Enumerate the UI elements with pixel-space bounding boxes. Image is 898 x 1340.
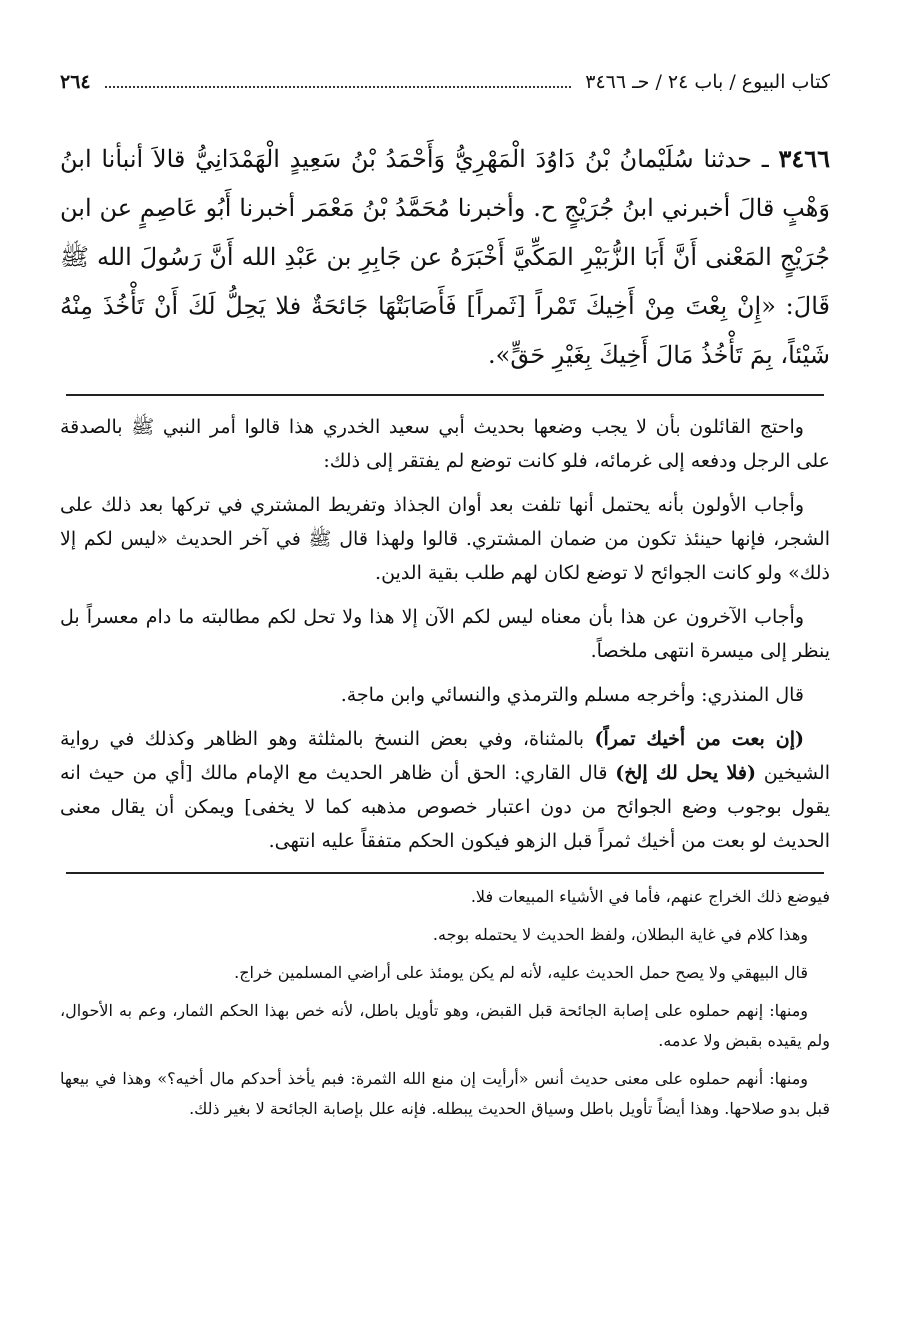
commentary-text-1: بالمثناة، وفي بعض النسخ بالمثلثة وهو الظاهر وكذلك في رواية الشيخين [60, 728, 830, 784]
commentary-block [60, 410, 830, 858]
quoted-phrase-2: (فلا يحل لك إلخ) [615, 762, 756, 784]
footnote-paragraph-5: ومنها: أنهم حملوه على معنى حديث أنس «أرأيت إن منع الله الثمرة: فبم يأخذ أحدكم مال أخيه؟» وهذا في بيعها قبل بدو صلاحها. وهذا أيضاً تأويل باطل وسياق الحديث يبطله. فإنه علل بإصابة الجائحة لا بغير ذلك. [60, 1069, 830, 1118]
commentary-text-2: قال القاري: الحق أن ظاهر الحديث مع الإمام مالك [أي من حيث انه يقول بوجوب وضع الجوائح من دون اعتبار خصوص مذهبه كما لا يخفى] ويمكن أن يقال معنى الحديث لو بعت من أخيك ثمراً قبل الزهو فيكون الحكم متفقاً عليه انتهى. [60, 762, 830, 852]
running-header [60, 60, 830, 104]
quoted-phrase-1: (إن بعت من أخيك تمراً) [594, 728, 804, 750]
footnote-paragraph-1: فيوضع ذلك الخراج عنهم، فأما في الأشياء المبيعات فلا. [470, 887, 830, 906]
commentary-paragraph-3: وأجاب الآخرون عن هذا بأن معناه ليس لكم الآن إلا هذا ولا تحل لكم مطالبته ما دام معسراً بل ينظر إلى ميسرة انتهى ملخصاً. [60, 606, 830, 662]
footnote-paragraph-3: قال البيهقي ولا يصح حمل الحديث عليه، لأنه لم يكن يومئذ على أراضي المسلمين خراج. [234, 963, 808, 982]
commentary-paragraph-1: واحتج القائلون بأن لا يجب وضعها بحديث أبي سعيد الخدري هذا قالوا أمر النبي ﷺ بالصدقة على الرجل ودفعه إلى غرمائه، فلو كانت توضع لم يفتقر إلى ذلك: [60, 416, 830, 472]
commentary-paragraph-4: قال المنذري: وأخرجه مسلم والترمذي والنسائي وابن ماجة. [340, 684, 804, 706]
hadith-paragraph [60, 134, 830, 380]
commentary-paragraph-5 [60, 722, 830, 858]
hadith-text: ـ حدثنا سُلَيْمانُ بْنُ دَاوُدَ الْمَهْرِيُّ وَأَحْمَدُ بْنُ سَعِيدٍ الْهَمْدَانِيُّ قالاَ أنبأنا ابنُ وَهْبٍ قالَ أخبرني ابنُ جُرَيْجٍ ح. وأخبرنا مُحَمَّدُ بْنُ مَعْمَر أخبرنا أَبُو عَاصِمٍ عن ابن جُرَيْجٍ المَعْنى أَنَّ أَبَا الزُّبَيْرِ المَكِّيَّ أَخْبَرَهُ عن جَابِرِ بن عَبْدِ الله أَنَّ رَسُولَ الله ﷺ قَالَ: «إِنْ بِعْتَ مِنْ أَخِيكَ تَمْراً [ثَمراً] فَأَصَابَتْهَا جَائحَةٌ فلا يَحِلُّ لَكَ أَنْ تَأْخُذَ مِنْهُ شَيْئاً، بِمَ تَأْخُذُ مَالَ أَخِيكَ بِغَيْرِ حَقٍّ». [60, 145, 830, 369]
hadith-number: ٣٤٦٦ [778, 144, 831, 173]
header-dotted-leader [105, 60, 572, 88]
header-title: كتاب البيوع / باب ٢٤ / حـ ٣٤٦٦ [585, 71, 830, 93]
page-number: ٢٦٤ [60, 71, 91, 93]
section-divider-top [66, 394, 824, 396]
hadith-text-block [60, 134, 830, 380]
commentary-paragraph-2: وأجاب الأولون بأنه يحتمل أنها تلفت بعد أوان الجذاذ وتفريط المشتري في تركها بعد ذلك على الشجر، فإنها حينئذ تكون من ضمان المشتري. قالوا ولهذا قال ﷺ في آخر الحديث «ليس لكم إلا ذلك» ولو كانت الجوائح لا توضع لكان لهم طلب بقية الدين. [60, 494, 830, 584]
footnote-paragraph-2: وهذا كلام في غاية البطلان، ولفظ الحديث لا يحتمله بوجه. [432, 925, 808, 944]
footnote-paragraph-4: ومنها: إنهم حملوه على إصابة الجائحة قبل القبض، وهو تأويل باطل، لأنه خص بهذا الحكم الثمار، وعم به الأحوال، ولم يقيده بقبض ولا عدمه. [60, 1001, 830, 1050]
book-page [60, 60, 830, 1320]
footnotes-block [60, 882, 830, 1124]
section-divider-bottom [66, 872, 824, 874]
